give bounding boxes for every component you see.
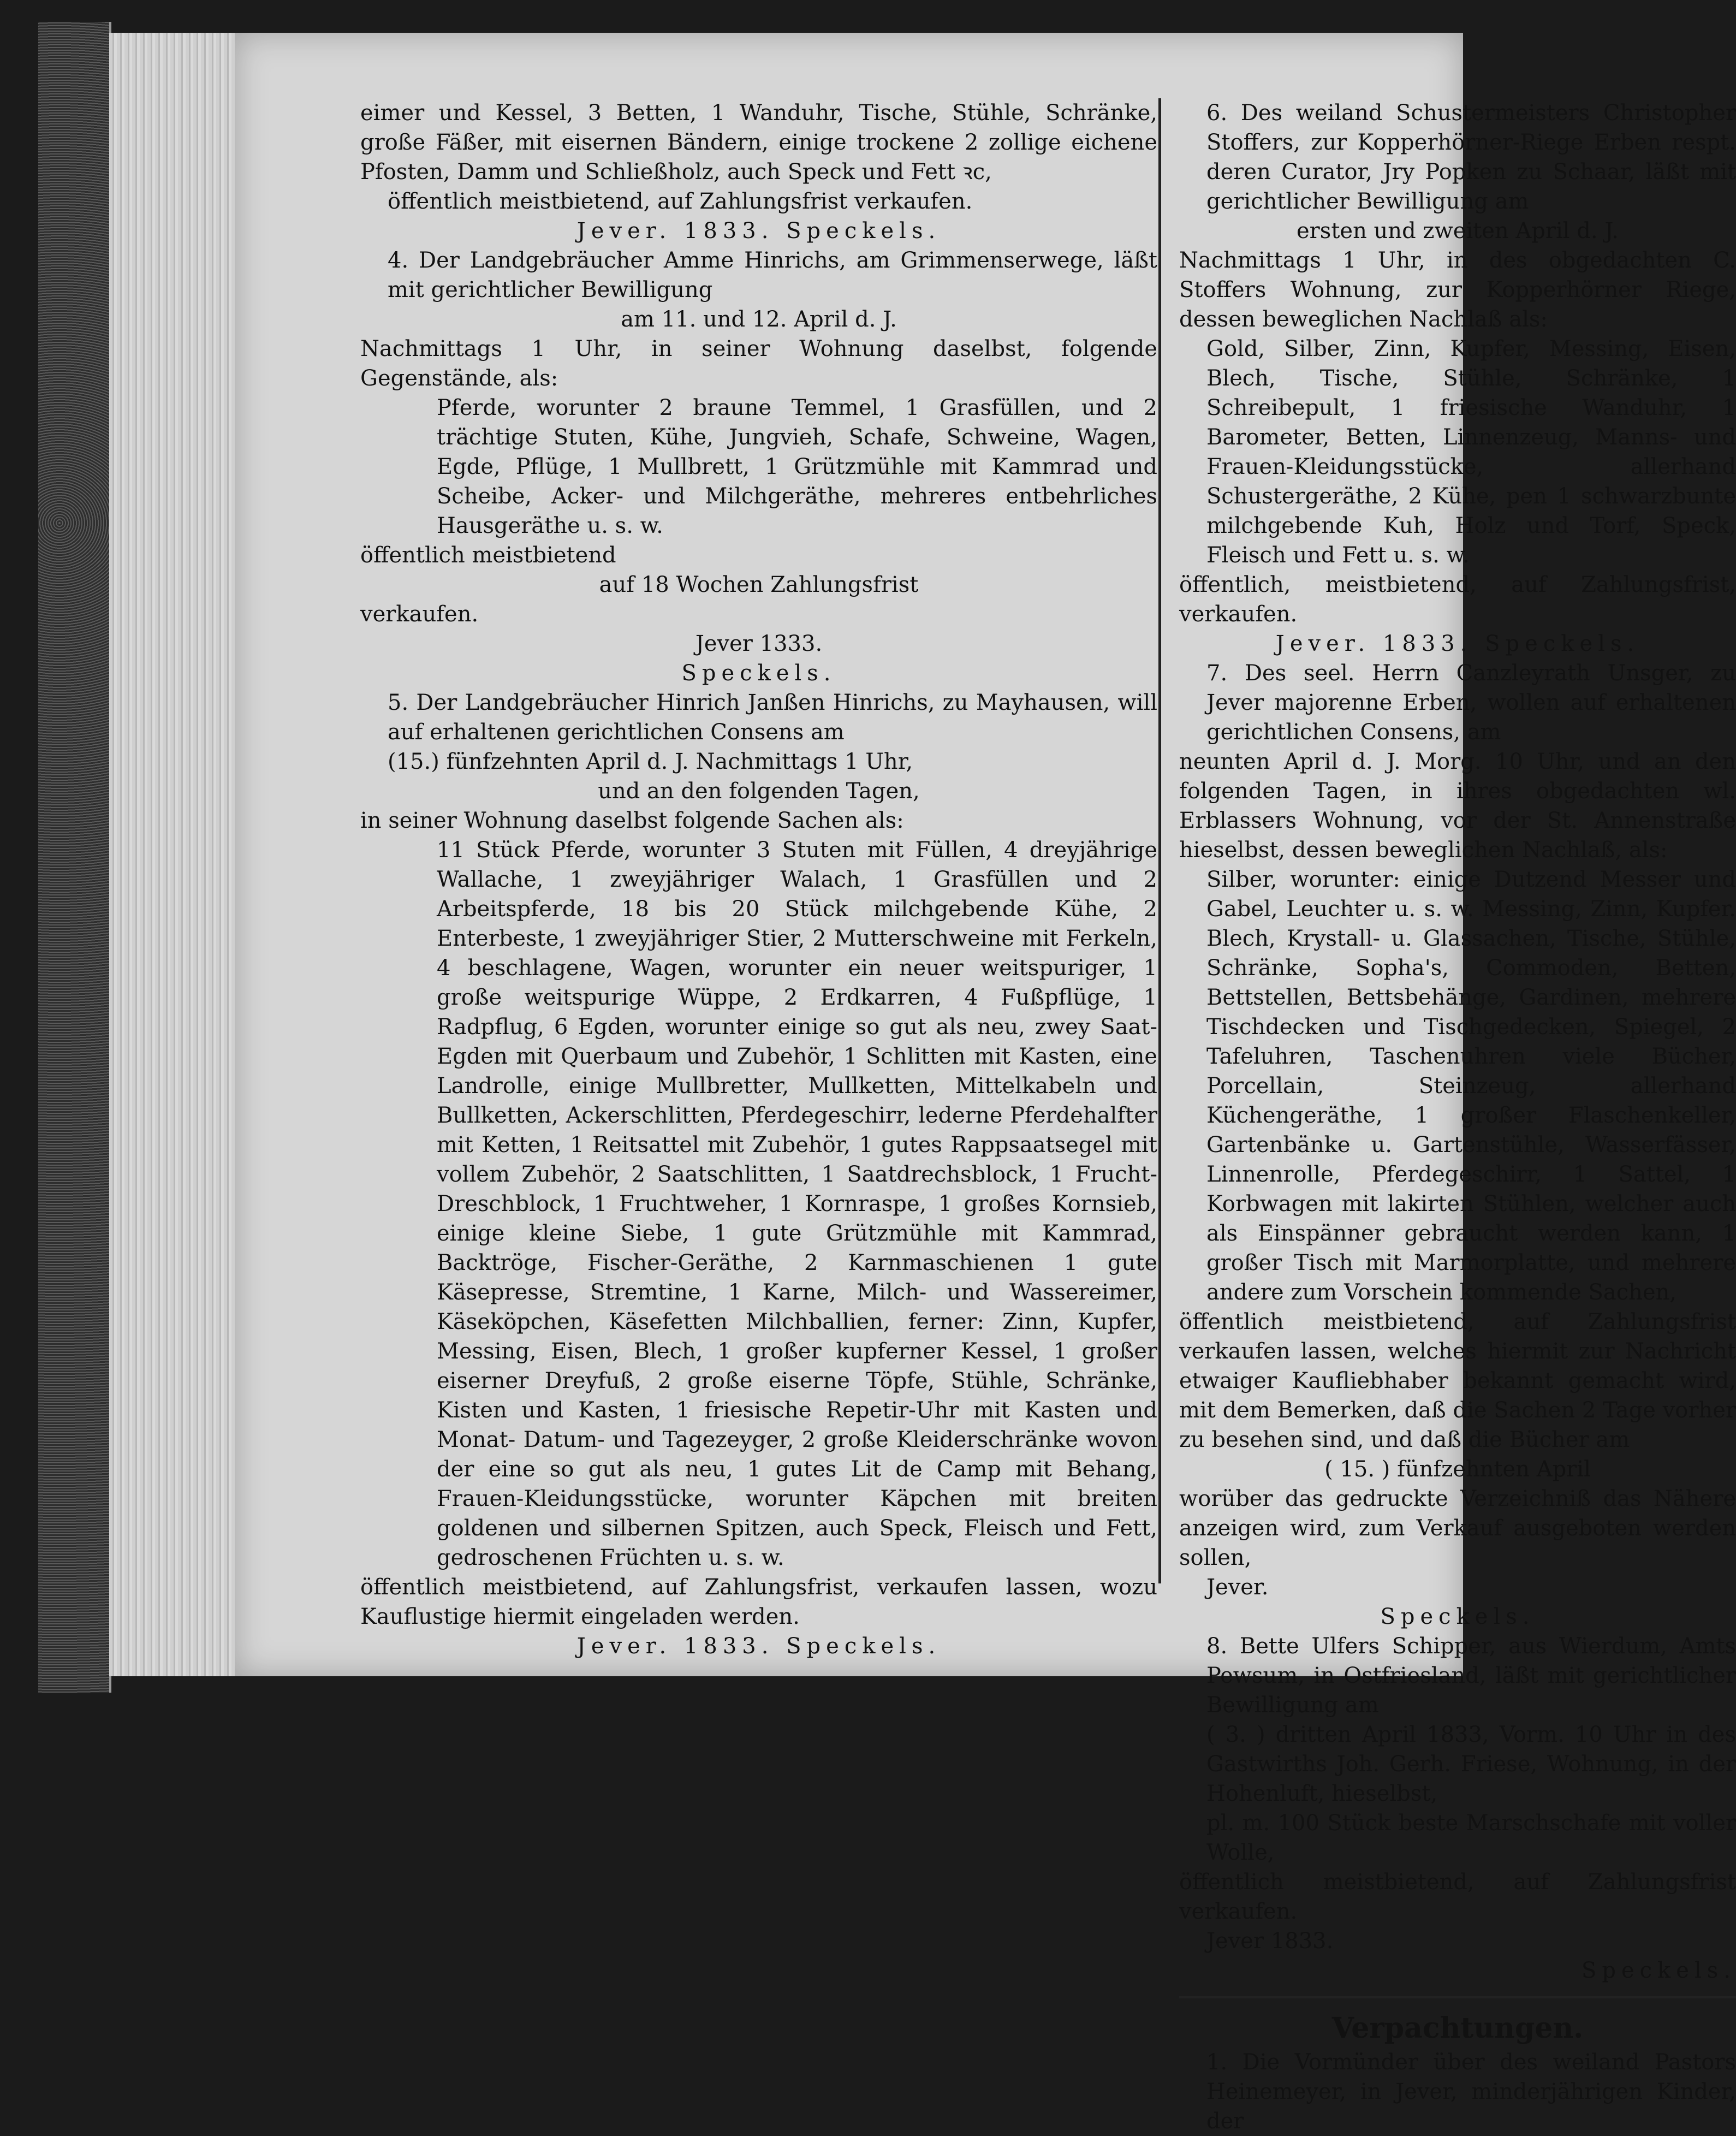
item-list: Gold, Silber, Zinn, Kupfer, Messing, Eisen, Blech, Tische, Stühle, Schränke, 1 Schreibepult, 1 friesische Wanduhr, 1 Barometer, Betten, Linnenzeug, Manns- und Frauen-Kleidungsstücke, allerhand Schustergeräthe, 2 Kühe, pen 1 schwarzbunte milchgebende Kuh, Holz und Torf, Speck, Fleisch und Fett u. s. w.: [1206, 336, 1736, 568]
notice-4: 4. Der Landgebräucher Amme Hinrichs, am Grimmenserwege, läßt mit gerichtlicher Bewilligung: [388, 248, 1157, 302]
date-line: ( 15. ) fünfzehnten April: [1324, 1457, 1591, 1482]
text-block: Nachmittags 1 Uhr, in des obgedachten C. Stoffers Wohnung, zur Kopperhörner Riege, dessen beweglichen Nachlaß als:: [1179, 248, 1736, 332]
signature-line: Speckels.: [681, 661, 836, 686]
item-list: pl. m. 100 Stück beste Marschschafe mit voller Wolle,: [1206, 1811, 1736, 1865]
document-page: [235, 33, 1736, 2134]
place-line: Jever.: [1206, 1575, 1269, 1600]
signature-line: Speckels.: [1581, 1958, 1736, 1983]
text-line: und an den folgenden Tagen,: [598, 779, 920, 804]
date-line: ersten und zweiten April d. J.: [1297, 218, 1619, 244]
text-line: öffentlich, meistbietend, auf Zahlungsfrist, verkaufen.: [1179, 572, 1736, 627]
signature-line: Jever. 1833. Speckels.: [1275, 631, 1640, 656]
item-list: Pferde, worunter 2 braune Temmel, 1 Grasfüllen, und 2 trächtige Stuten, Kühe, Jungvieh, Schafe, Schweine, Wagen, Egde, Pflüge, 1 Mullbrett, 1 Grützmühle mit Kammrad und Scheibe, Acker- und Milchgeräthe, mehreres entbehrliches Hausgeräthe u. s. w.: [437, 395, 1157, 538]
text-block: worüber das gedruckte Verzeichniß das Nähere anzeigen wird, zum Verkauf ausgeboten werden sollen,: [1179, 1486, 1736, 1570]
column-divider: [1158, 98, 1161, 1583]
date-line: Jever 1333.: [695, 631, 823, 656]
text-block: neunten April d. J. Morg. 10 Uhr, und an den folgenden Tagen, in ihres obgedachten wl. Erblassers Wohnung, vor der St. Annenstraße hieselbst, dessen beweglichen Nachlaß, als:: [1179, 749, 1736, 863]
notice-6: 6. Des weiland Schustermeisters Christopher Stoffers, zur Kopperhörner-Riege Erben respt. deren Curator, Jry Popken zu Schaar, läßt mit gerichtlicher Bewilligung am: [1206, 100, 1736, 214]
book-binding: [38, 22, 111, 1693]
date-line: am 11. und 12. April d. J.: [621, 307, 897, 332]
signature-line: Speckels.: [1380, 1604, 1535, 1629]
text-line: öffentlich meistbietend: [360, 543, 616, 568]
text-line: verkaufen.: [360, 602, 479, 627]
date-line: ( 3. ) dritten April 1833, Vorm. 10 Uhr in des Gastwirths Joh. Gerh. Friese, Wohnung, in der Hohenluft, hieselbst,: [1206, 1722, 1736, 1806]
notice-5: 5. Der Landgebräucher Hinrich Janßen Hinrichs, zu Mayhausen, will auf erhaltenen gerichtlichen Consens am: [388, 690, 1157, 745]
signature-line: Jever. 1833. Speckels.: [576, 218, 941, 244]
date-line: Jever 1833.: [1206, 1929, 1334, 1954]
text-line: auf 18 Wochen Zahlungsfrist: [599, 572, 919, 597]
section-heading: Verpachtungen.: [1331, 2012, 1584, 2045]
text-line: öffentlich meistbietend, auf Zahlungsfrist verkaufen.: [388, 189, 973, 214]
text-block: öffentlich meistbietend, auf Zahlungsfrist verkaufen lassen, welches hiermit zur Nachricht etwaiger Kaufliebhaber bekannt gemacht wird, mit dem Bemerken, daß die Sachen 2 Tage vorher zu besehen sind, und daß die Bücher am: [1179, 1309, 1736, 1452]
notice-8: 8. Bette Ulfers Schipper, aus Wierdum, Amts Pewsum, in Ostfriesland, läßt mit gerichtlicher Bewilligung am: [1206, 1634, 1736, 1718]
text-line: in seiner Wohnung daselbst folgende Sachen als:: [360, 808, 904, 833]
text-block: öffentlich meistbietend, auf Zahlungsfrist, verkaufen lassen, wozu Kauflustige hiermit eingeladen werden.: [360, 1575, 1157, 1629]
text-block: eimer und Kessel, 3 Betten, 1 Wanduhr, Tische, Stühle, Schränke, große Fäßer, mit eisernen Bändern, einige trockene 2 zollige eichene Pfosten, Damm und Schließholz, auch Speck und Fett ꝛc,: [360, 100, 1157, 185]
notice-lease-1: 1. Die Vormünder über des weiland Pastors Heinemeyer, in Jever, minderjährigen Kinder, der: [1206, 2050, 1736, 2134]
text-line: öffentlich meistbietend, auf Zahlungsfrist verkaufen.: [1179, 1870, 1736, 1924]
left-column: [360, 98, 1157, 1661]
text-block: Nachmittags 1 Uhr, in seiner Wohnung daselbst, folgende Gegenstände, als:: [360, 336, 1157, 391]
item-list: Silber, worunter: einige Dutzend Messer und Gabel, Leuchter u. s. w. Messing, Zinn, Kupfer. Blech, Krystall- u. Glassachen, Tische, Stühle, Schränke, Sopha's, Commoden, Betten, Bettstellen, Bettsbehänge, Gardinen, mehrere Tischdecken und Tischgedecken, Spiegel, 2 Tafeluhren, Taschenuhren viele Bücher, Porcellain, Steinzeug, allerhand Küchengeräthe, 1 großer Flaschenkeller, Gartenbänke u. Gartenstühle, Wasserfässer, Linnenrolle, Pferdegeschirr, 1 Sattel, 1 Korbwagen mit lakirten Stühlen, welcher auch als Einspänner gebraucht werden kann, 1 großer Tisch mit Marmorplatte, und mehrere andere zum Vorschein kommende Sachen,: [1206, 867, 1736, 1305]
signature-line: Jever. 1833. Speckels.: [576, 1634, 941, 1659]
date-line: (15.) fünfzehnten April d. J. Nachmittags 1 Uhr,: [388, 749, 913, 774]
page-stack-edge: [109, 33, 236, 1676]
notice-7: 7. Des seel. Herrn Canzleyrath Unsger, zu Jever majorenne Erben, wollen auf erhaltenen gerichtlichen Consens, am: [1206, 661, 1736, 745]
item-list: 11 Stück Pferde, worunter 3 Stuten mit Füllen, 4 dreyjährige Wallache, 1 zweyjähriger Walach, 1 Grasfüllen und 2 Arbeitspferde, 18 bis 20 Stück milchgebende Kühe, 2 Enterbeste, 1 zweyjähriger Stier, 2 Mutterschweine mit Ferkeln, 4 beschlagene, Wagen, worunter ein neuer weitspuriger, 1 große weitspurige Wüppe, 2 Erdkarren, 4 Fußpflüge, 1 Radpflug, 6 Egden, worunter einige so gut als neu, zwey Saat-Egden mit Querbaum und Zubehör, 1 Schlitten mit Kasten, eine Landrolle, einige Mullbretter, Mullketten, Mittelkabeln und Bullketten, Ackerschlitten, Pferdegeschirr, lederne Pferdehalfter mit Ketten, 1 Reitsattel mit Zubehör, 1 gutes Rappsaatsegel mit vollem Zubehör, 2 Saatschlitten, 1 Saatdrechsblock, 1 Frucht-Dreschblock, 1 Fruchtweher, 1 Kornraspe, 1 großes Kornsieb, einige kleine Siebe, 1 gute Grützmühle mit Kammrad, Backtröge, Fischer-Geräthe, 2 Karnmaschienen 1 gute Käsepresse, Stremtine, 1 Karne, Milch- und Wassereimer, Käseköpchen, Käsefetten Milchballien, ferner: Zinn, Kupfer, Messing, Eisen, Blech, 1 großer kupferner Kessel, 1 großer eiserner Dreyfuß, 2 große eiserne Töpfe, Stühle, Schränke, Kisten und Kasten, 1 friesische Repetir-Uhr mit Kasten und Monat- Datum- und Tagezeyger, 2 große Kleiderschränke wovon der eine so gut als neu, 1 gutes Lit de Camp mit Behang, Frauen-Kleidungsstücke, worunter Käpchen mit breiten goldenen und silbernen Spitzen, auch Speck, Fleisch und Fett, gedroschenen Früchten u. s. w.: [437, 838, 1157, 1570]
section-rule: [1179, 1996, 1736, 1998]
right-column: [1179, 98, 1736, 2136]
